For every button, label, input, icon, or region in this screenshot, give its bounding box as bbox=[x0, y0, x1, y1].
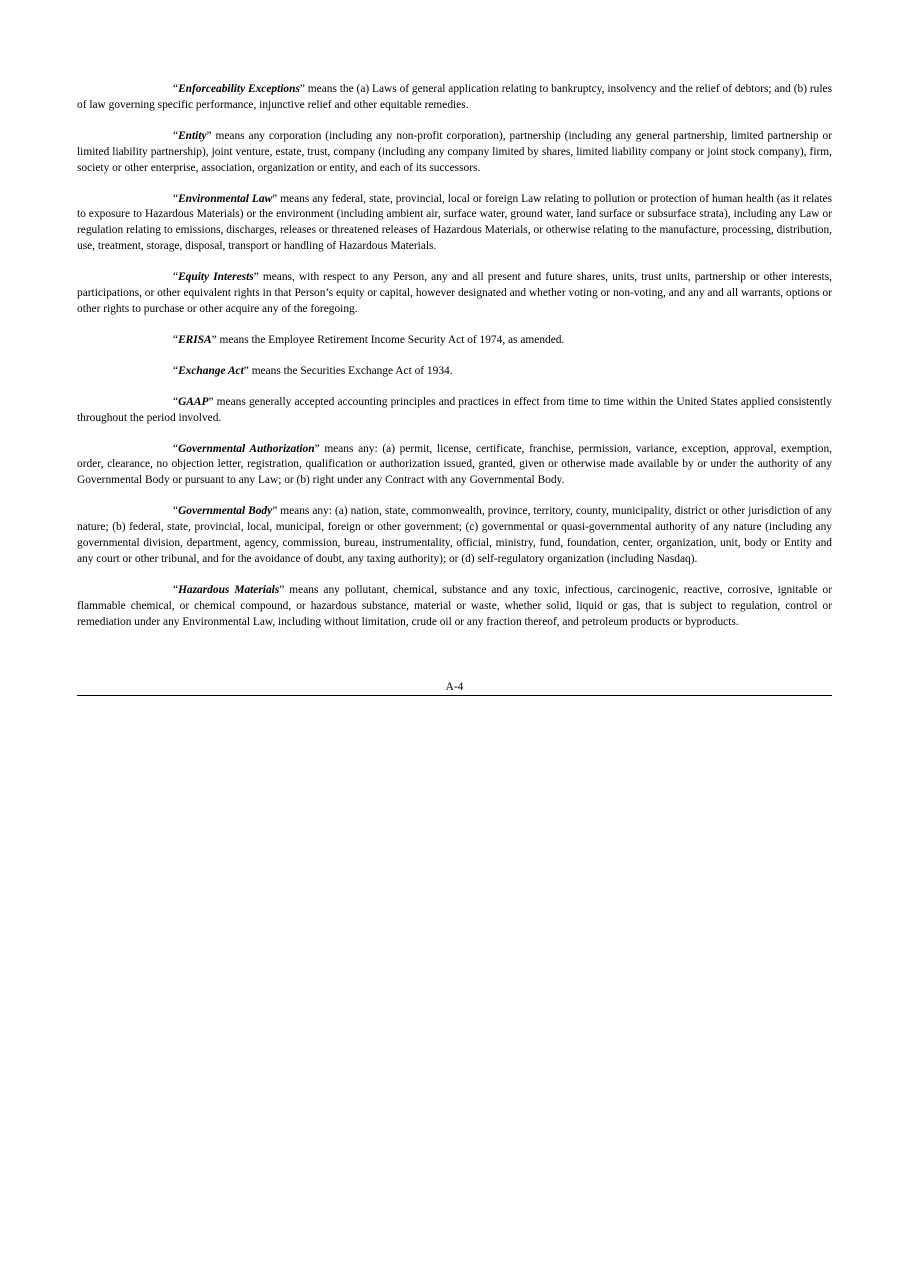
definition-paragraph: “Equity Interests” means, with respect to any Person, any and all present and future shares, units, trust units, partnership or other interests, participations, or other equivalent rights in that Person’s equity or capital, however designated and whether voting or non-voting, and any and all warrants, options or other rights to purchase or other acquire any of the foregoing. bbox=[77, 271, 832, 315]
definition-text: means any: (a) nation, state, commonwealth, province, territory, county, municipality, district or other jurisdiction of any nature; (b) federal, state, provincial, local, municipal, foreign or other government; (c) governmental or quasi-governmental authority of any nature (including any governmental division, department, agency, commission, bureau, instrumentality, official, ministry, fund, foundation, center, organization, unit, body or Entity and any court or other tribunal, and for the avoidance of doubt, any taxing authority); or (d) self-regulatory organization (including Nasdaq). bbox=[77, 505, 832, 565]
defined-term: Enforceability Exceptions bbox=[178, 83, 300, 95]
definition-paragraph: “Governmental Authorization” means any: (a) permit, license, certificate, franchise, permission, variance, exception, approval, exemption, order, clearance, no objection letter, registration, qualification or authorization issued, granted, given or otherwise made available by or under the authority of any Governmental Body or pursuant to any Law; or (b) right under any Contract with any Governmental Body. bbox=[77, 442, 832, 487]
definition-text: means any corporation (including any non-profit corporation), partnership (including any general partnership, limited partnership or limited liability partnership), joint venture, estate, trust, company (including any company limited by shares, limited liability company or joint stock company), firm, society or other enterprise, association, organization or entity, and each of its successors. bbox=[77, 129, 832, 174]
definition-paragraph: “GAAP” means generally accepted accounting principles and practices in effect from time to time within the United States applied consistently throughout the period involved. bbox=[77, 395, 832, 424]
document-body bbox=[77, 82, 832, 646]
definition-text: means any pollutant, chemical, substance and any toxic, infectious, carcinogenic, reactive, corrosive, ignitable or flammable chemical, or chemical compound, or hazardous substance, material or waste, whether solid, liquid or gas, that is subject to regulation, control or remediation under any Environmental Law, including without limitation, crude oil or any fraction thereof, and petroleum products or byproducts. bbox=[77, 583, 832, 628]
defined-term: Governmental Authorization bbox=[178, 442, 315, 455]
definition-paragraph: “Governmental Body” means any: (a) nation, state, commonwealth, province, territory, county, municipality, district or other jurisdiction of any nature; (b) federal, state, provincial, local, municipal, foreign or other government; (c) governmental or quasi-governmental authority of any nature (including any governmental division, department, agency, commission, bureau, instrumentality, official, ministry, fund, foundation, center, organization, unit, body or Entity and any court or other tribunal, and for the avoidance of doubt, any taxing authority); or (d) self-regulatory organization (including Nasdaq). bbox=[77, 505, 832, 565]
page-number: A-4 bbox=[445, 681, 464, 693]
defined-term: GAAP bbox=[178, 395, 209, 408]
definition-paragraph: “Exchange Act” means the Securities Exchange Act of 1934. bbox=[173, 364, 453, 377]
defined-term: Governmental Body bbox=[178, 505, 273, 518]
defined-term: Hazardous Materials bbox=[178, 583, 280, 596]
defined-term: Exchange Act bbox=[178, 364, 244, 377]
footer-divider bbox=[77, 695, 832, 696]
defined-term: ERISA bbox=[178, 333, 212, 346]
definition-paragraph: “Hazardous Materials” means any pollutant, chemical, substance and any toxic, infectious, carcinogenic, reactive, corrosive, ignitable or flammable chemical, or chemical compound, or hazardous substance, material or waste, whether solid, liquid or gas, that is subject to regulation, control or remediation under any Environmental Law, including without limitation, crude oil or any fraction thereof, and petroleum products or byproducts. bbox=[77, 583, 832, 628]
definition-text: means any federal, state, provincial, local or foreign Law relating to pollution or protection of human health (as it relates to exposure to Hazardous Materials) or the environment (including ambient air, surface water, ground water, land surface or subsurface strata), including any Law or regulation relating to emissions, discharges, releases or threatened releases of Hazardous Materials, or otherwise relating to the manufacture, processing, distribution, use, treatment, storage, disposal, transport or handling of Hazardous Materials. bbox=[77, 192, 832, 253]
defined-term: Environmental Law bbox=[178, 192, 273, 205]
definition-paragraph: “Environmental Law” means any federal, state, provincial, local or foreign Law relating to pollution or protection of human health (as it relates to exposure to Hazardous Materials) or the environment (including ambient air, surface water, ground water, land surface or subsurface strata), including any Law or regulation relating to emissions, discharges, releases or threatened releases of Hazardous Materials, or otherwise relating to the manufacture, processing, distribution, use, treatment, storage, disposal, transport or handling of Hazardous Materials. bbox=[77, 192, 832, 253]
definition-text: means generally accepted accounting principles and practices in effect from time to time within the United States applied consistently throughout the period involved. bbox=[77, 395, 832, 424]
definition-text: means the (a) Laws of general application relating to bankruptcy, insolvency and the relief of debtors; and (b) rules of law governing specific performance, injunctive relief and other equitable remedies. bbox=[77, 83, 832, 111]
defined-term: Entity bbox=[178, 129, 207, 142]
definition-text: means any: (a) permit, license, certificate, franchise, permission, variance, exception, approval, exemption, order, clearance, no objection letter, registration, qualification or authorization issued, granted, given or otherwise made available by or under the authority of any Governmental Body or pursuant to any Law; or (b) right under any Contract with any Governmental Body. bbox=[77, 442, 832, 487]
definition-text: means, with respect to any Person, any and all present and future shares, units, trust units, partnership or other interests, participations, or other equivalent rights in that Person’s equity or capital, however designated and whether voting or non-voting, and any and all warrants, options or other rights to purchase or other acquire any of the foregoing. bbox=[77, 271, 832, 315]
definition-paragraph: “Enforceability Exceptions” means the (a) Laws of general application relating to bankruptcy, insolvency and the relief of debtors; and (b) rules of law governing specific performance, injunctive relief and other equitable remedies. bbox=[77, 83, 832, 111]
definition-paragraph: “ERISA” means the Employee Retirement Income Security Act of 1974, as amended. bbox=[173, 333, 565, 346]
definition-text: means the Employee Retirement Income Security Act of 1974, as amended. bbox=[216, 333, 565, 346]
definition-paragraph: “Entity” means any corporation (including any non-profit corporation), partnership (including any general partnership, limited partnership or limited liability partnership), joint venture, estate, trust, company (including any company limited by shares, limited liability company or joint stock company), firm, society or other enterprise, association, organization or entity, and each of its successors. bbox=[77, 129, 832, 174]
defined-term: Equity Interests bbox=[178, 271, 254, 284]
definition-text: means the Securities Exchange Act of 1934. bbox=[248, 364, 453, 377]
